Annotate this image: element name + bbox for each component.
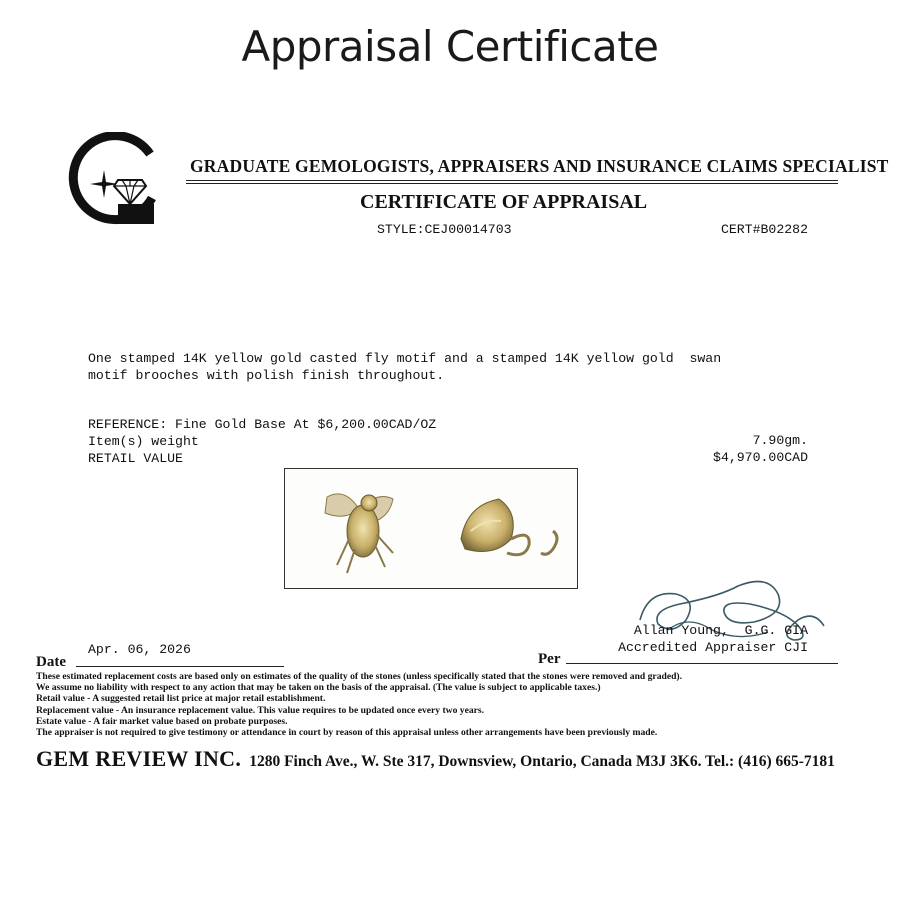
details-labels [88, 416, 436, 467]
details-values [713, 432, 808, 466]
appraiser-block [618, 622, 808, 656]
disclaimers [36, 671, 866, 738]
disclaimer-line: Estate value - A fair market value based on probate purposes. [36, 715, 288, 727]
brooches-illustration [285, 469, 577, 588]
retail-label: RETAIL VALUE [88, 451, 183, 466]
disclaimer-line: The appraiser is not required to give testimony or attendance in court by reason of this appraisal unless other arrangements have been previously made. [36, 727, 658, 739]
disclaimer-line: We assume no liability with respect to any action that may be taken on the basis of the appraisal. (The value is subject to applicable taxes.) [36, 682, 601, 694]
item-photo [284, 468, 578, 589]
disclaimer-line: Replacement value - An insurance replacement value. This value requires to be updated once every two years. [36, 704, 485, 716]
weight-label: Item(s) weight [88, 434, 199, 449]
fly-brooch-icon [325, 494, 393, 573]
weight-value: 7.90gm. [752, 433, 808, 448]
disclaimer-line: These estimated replacement costs are based only on estimates of the quality of the stones (unless specifically stated that the stones were removed and graded). [36, 671, 683, 682]
page-title: Appraisal Certificate [241, 22, 659, 71]
header-divider [186, 183, 838, 184]
certificate-number: CERT#B02282 [720, 222, 808, 237]
company-name: GEM REVIEW INC. [36, 746, 242, 771]
appraiser-name: Allan Young, G.G. GIA [633, 623, 808, 638]
certificate-heading: CERTIFICATE OF APPRAISAL [360, 191, 648, 213]
footer [36, 746, 835, 772]
style-code: STYLE:CEJ00014703 [377, 222, 512, 237]
company-address: 1280 Finch Ave., W. Ste 317, Downsview, Ontario, Canada M3J 3K6. Tel.: (416) 665-7181 [249, 753, 835, 770]
appraiser-title: Accredited Appraiser CJI [618, 640, 808, 655]
description-line: One stamped 14K yellow gold casted fly motif and a stamped 14K yellow gold swan [88, 351, 722, 366]
date-value: Apr. 06, 2026 [88, 642, 191, 657]
per-label: Per [538, 651, 561, 667]
retail-value: $4,970.00CAD [713, 450, 808, 465]
company-logo-icon [62, 132, 162, 232]
header-divider [186, 180, 838, 181]
date-label: Date [36, 654, 66, 670]
per-signature-line [566, 663, 838, 664]
reference-text: REFERENCE: Fine Gold Base At $6,200.00CAD/OZ [88, 417, 437, 432]
description-line: motif brooches with polish finish throughout. [88, 368, 445, 383]
disclaimer-line: Retail value - A suggested retail list price at major retail establishment. [36, 693, 326, 705]
organization-title: GRADUATE GEMOLOGISTS, APPRAISERS AND INSURANCE CLAIMS SPECIALIST [190, 156, 889, 176]
date-signature-line [76, 666, 284, 667]
swan-brooch-icon [461, 499, 557, 555]
item-description [88, 350, 721, 384]
